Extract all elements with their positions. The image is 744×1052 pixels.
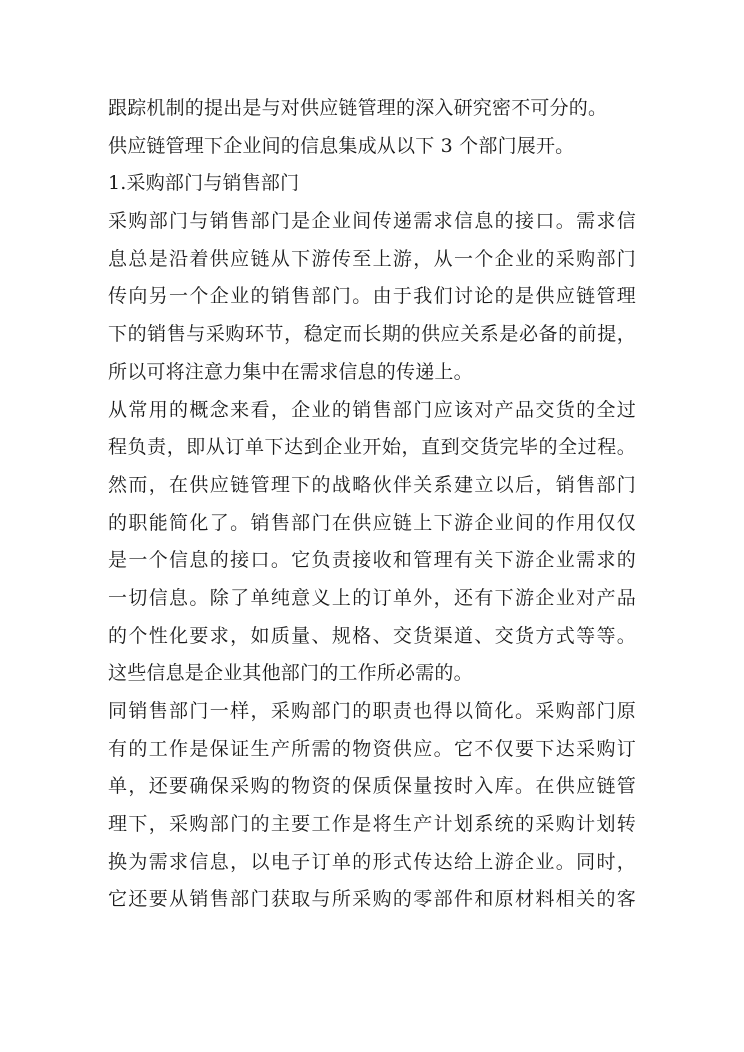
text-line: 息总是沿着供应链从下游传至上游，从一个企业的采购部门 [108,247,636,270]
text-line: 换为需求信息，以电子订单的形式传达给上游企业。同时， [108,850,636,873]
document-body [108,90,636,919]
text-line: 的职能简化了。销售部门在供应链上下游企业间的作用仅仅 [108,511,636,534]
text-line: 采购部门与销售部门是企业间传递需求信息的接口。需求信 [108,210,636,233]
text-line: 传向另一个企业的销售部门。由于我们讨论的是供应链管理 [108,285,636,308]
text-line: 有的工作是保证生产所需的物资供应。它不仅要下达采购订 [108,737,636,760]
text-line: 下的销售与采购环节，稳定而长期的供应关系是必备的前提， [108,323,636,346]
text-line: 程负责，即从订单下达到企业开始，直到交货完毕的全过程。 [108,436,636,459]
text-line: 的个性化要求，如质量、规格、交货渠道、交货方式等等。 [108,624,636,647]
text-line: 这些信息是企业其他部门的工作所必需的。 [108,662,473,685]
text-line: 单，还要确保采购的物资的保质保量按时入库。在供应链管 [108,775,636,798]
text-line: 它还要从销售部门获取与所采购的零部件和原材料相关的客 [108,888,636,911]
text-line: 从常用的概念来看，企业的销售部门应该对产品交货的全过 [108,398,636,421]
text-line: 是一个信息的接口。它负责接收和管理有关下游企业需求的 [108,549,636,572]
text-line: 所以可将注意力集中在需求信息的传递上。 [108,360,473,383]
text-line: 跟踪机制的提出是与对供应链管理的深入研究密不可分的。 [108,97,608,119]
text-line: 同销售部门一样，采购部门的职责也得以简化。采购部门原 [108,700,636,722]
text-line: 然而，在供应链管理下的战略伙伴关系建立以后，销售部门 [108,473,636,496]
text-line: 供应链管理下企业间的信息集成从以下 3 个部门展开。 [108,134,575,157]
text-line: 一切信息。除了单纯意义上的订单外，还有下游企业对产品 [108,586,636,609]
section-heading: 1.采购部门与销售部门 [108,172,300,195]
text-line: 理下，采购部门的主要工作是将生产计划系统的采购计划转 [108,813,636,836]
